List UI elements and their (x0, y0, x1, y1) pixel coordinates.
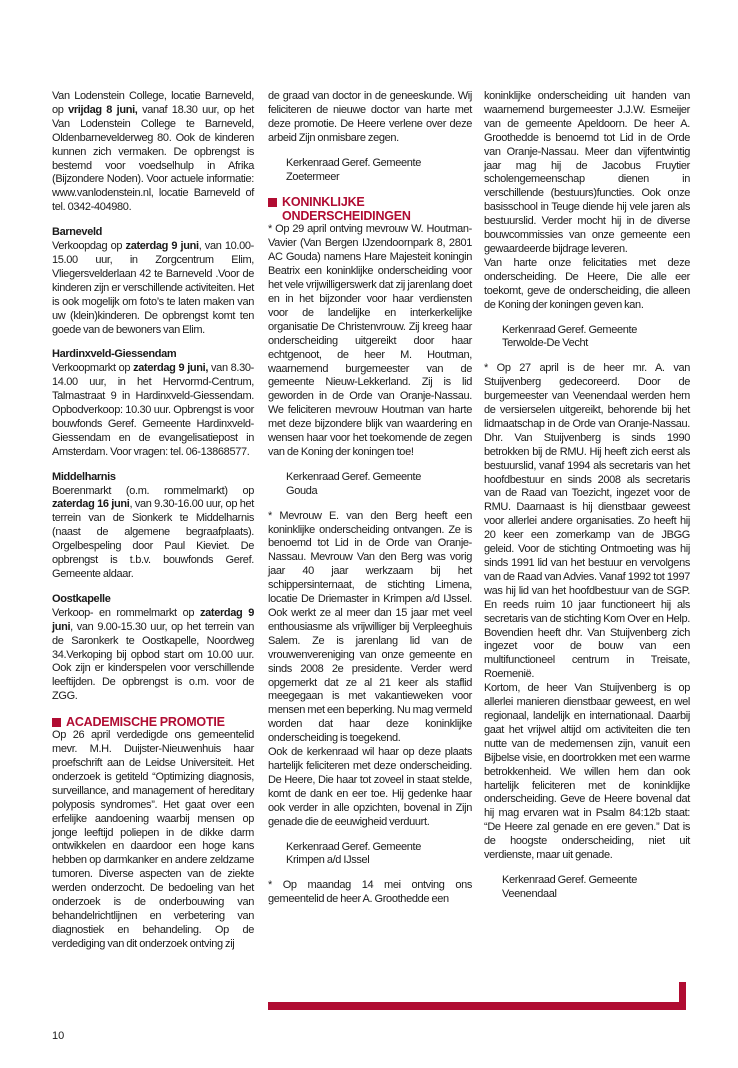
paragraph (52, 485, 254, 582)
paragraph (52, 362, 254, 459)
text-run: * Mevrouw E. van den Berg heeft een koninklijke onderscheiding ontvangen. Ze is benoemd tot Lid in de Orde van Oranje-Nassau. Mevrouw Van den Berg was vorig jaar 40 jaar werkzaam bij het schippersinternaat, de stichting Limena, locatie De Driemaster in Krimpen a/d IJssel. Ook werkt ze al meer dan 15 jaar met veel enthousiasme als vrijwilliger bij Verpleeghuis Salem. Ze is jarenlang lid van de vrouwenvereniging van onze gemeente en sinds 2008 2e presidente. Verder werd opgemerkt dat ze al 21 keer als staflid meegegaan is met vakantieweken voor mensen met een beperking. Nu mag vermeld worden dat haar deze koninklijke onderscheiding is toegekend. (268, 509, 472, 745)
text-run: koninklijke onderscheiding uit handen van waarnemend burgemeester J.J.W. Esmeijer van de gemeente Apeldoorn. De heer A. Groothedde is benoemd tot Lid in de Orde van Oranje-Nassau. Meer dan vijfentwintig jaar mag hij de Jacobus Fruytier scholengemeenschap dienen in verschillende (bestuurs)functies. Ook onze basisschool in Teuge diende hij vele jaren als bestuurslid. Verder mocht hij in de diverse bouwcommissies van onze gemeente een gewaardeerde bijdrage leveren. (484, 90, 690, 255)
paragraph (268, 879, 472, 907)
paragraph (484, 90, 690, 257)
text-run: Ook de kerkenraad wil haar op deze plaats hartelijk feliciteren met deze onderscheiding. De Heere, Die haar tot zoveel in staat stelde, komt de dank en eer toe. Hij gedenke haar ook verder in alle opzichten, bovenal in Zijn genade die de eeuwigheid verduurt. (268, 746, 472, 828)
signature-line: Kerkenraad Geref. Gemeente (286, 156, 422, 169)
decorative-bar-horizontal (268, 1002, 686, 1010)
bold-text: zaterdag 9 juni, (133, 362, 209, 375)
text-run: de graad van doctor in de geneeskunde. Wij feliciteren de nieuwe doctor van harte met deze promotie. De Heere verlene over deze arbeid Zijn onmisbare zegen. (268, 90, 472, 144)
square-bullet-icon (268, 198, 277, 207)
text-run: Kortom, de heer Van Stuijvenberg is op allerlei manieren dienstbaar geweest, en wel regionaal, landelijk en internationaal. Daarbij gaat het vrijwel altijd om activiteiten die ten nutte van de medemensen zijn, vanuit een Bijbelse visie, en doortrokken met een warme betrokkenheid. We willen hem dan ook hartelijk feliciteren met de koninklijke onderscheiding. Geve de Heere bovenal dat hij mag ervaren wat in Psalm 84:12b staat: “De Heere zal genade en ere geven.” Dat is de hoogste onderscheiding, niet uit verdienste, maar uit genade. (484, 682, 690, 862)
text-run: * Op maandag 14 mei ontving ons gemeentelid de heer A. Groothedde een (268, 879, 472, 906)
text-run: , van 9.00-15.30 uur, op het terrein van de Saronkerk te Oostkapelle, Noordweg 34.Verkoping bij opbod start om 10.00 uur. Ook zijn er kinderspelen voor verschillende leeftijden. De opbrengst is o.m. voor de ZGG. (52, 620, 254, 703)
signature (286, 471, 472, 499)
signature (502, 874, 690, 902)
section-heading-text: KONINKLIJKE (282, 195, 365, 210)
bold-text: vrijdag 8 juni, (68, 103, 138, 116)
text-run: vanaf 18.30 uur, op het Van Lodenstein College te Barneveld, Oldenbarnevelderweg 80. Ook de kinderen kunnen zich vermaken. De opbrengst is bestemd voor voedselhulp in Afrika (Bijzondere Noden). Voor actuele informatie: www.vanlodenstein.nl, locatie Barneveld of tel. 0342-404980. (52, 103, 255, 214)
bold-text: zaterdag 9 juni (52, 606, 255, 633)
signature-line: Terwolde-De Vecht (502, 337, 588, 350)
signature-line: Gouda (286, 484, 318, 497)
paragraph (268, 90, 472, 146)
section-heading (52, 715, 254, 729)
text-run: Verkoopmarkt op (52, 362, 134, 375)
subheading: Hardinxveld-Giessendam (52, 348, 177, 361)
subheading: Barneveld (52, 226, 103, 239)
column-2 (268, 90, 472, 918)
paragraph (52, 240, 254, 337)
decorative-bar-vertical (679, 982, 686, 1010)
page-number: 10 (52, 1030, 65, 1042)
text-run: , van 9.30-16.00 uur, op het terrein van de Sionkerk te Middelharnis (naast de algemene begraafplaats). Orgelbespeling door Paul Kieviet. De opbrengst is t.b.v. bouwfonds Geref. Gemeente aldaar. (52, 498, 254, 580)
column-1 (52, 90, 254, 963)
text-run: * Op 29 april ontving mevrouw W. Houtman-Vavier (Van Bergen IJzendoornpark 8, 2801 AC Gouda) namens Hare Majesteit koningin Beatrix een koninklijke onderscheiding voor het vele vrijwilligerswerk dat zij jarenlang doet en in het bijzonder voor haar verdiensten voor de landelijke en interkerkelijke organisatie De Christenvrouw. Zij kreeg haar onderscheiding uitgereikt door haar echtgenoot, de heer M. Houtman, waarnemend burgemeester van de gemeente Nieuw-Lekkerland. Zij is lid geworden in de Orde van Oranje-Nassau. We feliciteren mevrouw Houtman van harte met deze bijzondere blijk van waardering en wensen haar voor het toekomende de zegen van de Koning der koningen toe! (268, 223, 472, 458)
text-run: , van 10.00-15.00 uur, in Zorgcentrum Elim, Vliegersvelderlaan 42 te Barneveld .Voor de kinderen zijn er verschillende activiteiten. Het is ook mogelijk om foto’s te laten maken van uw (klein)kinderen. De opbrengst komt ten goede van de bewoners van Elim. (52, 240, 254, 336)
text-run: van 8.30-14.00 uur, in het Hervormd-Centrum, Talmastraat 9 in Hardinxveld-Giessendam. Opbodverkoop: 10.30 uur. Opbrengst is voor bouwfonds Geref. Gemeente Hardinxveld-Giessendam en de evangelisatiepost in Amsterdam. Voor vragen: tel. 06-13868577. (52, 362, 254, 458)
bold-text: zaterdag 9 juni (125, 240, 199, 253)
paragraph (484, 362, 690, 682)
square-bullet-icon (52, 718, 61, 727)
paragraph (484, 257, 690, 313)
column-3 (484, 90, 690, 913)
text-run: Verkoop- en rommelmarkt op (52, 606, 200, 619)
signature-line: Veenendaal (502, 887, 557, 900)
paragraph (268, 746, 472, 829)
subheading: Middelharnis (52, 470, 116, 483)
subheading: Oostkapelle (52, 592, 111, 605)
text-run: * Op 27 april is de heer mr. A. van Stuijvenberg gedecoreerd. Door de burgemeester van Veenendaal werden hem de versierselen uitgereikt, behorende bij het lidmaatschap in de Orde van Oranje-Nassau. Dhr. Van Stuijvenberg is sinds 1990 betrokken bij de RMU. Hij heeft zich eerst als bestuurslid, vanaf 1994 als secretaris van het hoofdbestuur en sinds 2008 als secretaris van de Raad van Toezicht, ingezet voor de RMU. Daarnaast is hij dienstbaar geweest voor allerlei andere organisaties. Zo heeft hij 20 keer een zomerkamp van de JBGG geleid. Voor de stichting Ontmoeting was hij sinds 1991 lid van het bestuur en vervolgens van de Raad van Advies. Vanaf 1992 tot 1997 was hij lid van het hoofdbestuur van de SGP. En reeds ruim 10 jaar functioneert hij als secretaris van de stichting Kom Over en Help. Bovendien heeft dhr. Van Stuijvenberg zich ingezet voor de bouw van een multifunctioneel centrum in Treisate, Roemenië. (484, 362, 690, 681)
text-run: Van Lodenstein College, locatie Barneveld, op (52, 90, 254, 116)
signature-line: Zoetermeer (286, 170, 340, 183)
text-run: Boerenmarkt (o.m. rommelmarkt) op (52, 484, 254, 497)
signature (286, 157, 472, 185)
signature-line: Kerkenraad Geref. Gemeente (286, 470, 422, 483)
paragraph (52, 90, 254, 215)
signature-line: Kerkenraad Geref. Gemeente (286, 840, 422, 853)
text-run: Van harte onze felicitaties met deze onderscheiding. De Heere, Die alle eer toekomt, geve de onderscheiding, die alleen de Koning der koningen geven kan. (484, 256, 690, 311)
paragraph (268, 510, 472, 746)
section-heading-text: ACADEMISCHE PROMOTIE (66, 715, 225, 730)
signature (502, 324, 690, 352)
signature-line: Kerkenraad Geref. Gemeente (502, 873, 638, 886)
section-heading-text: ONDERSCHEIDINGEN (282, 209, 411, 224)
bold-text: zaterdag 16 juni (52, 498, 130, 511)
paragraph (52, 607, 254, 704)
paragraph (484, 682, 690, 863)
signature-line: Kerkenraad Geref. Gemeente (502, 323, 638, 336)
paragraph (268, 223, 472, 459)
signature (286, 841, 472, 869)
section-heading (268, 195, 472, 223)
signature-line: Krimpen a/d IJssel (286, 854, 370, 867)
text-run: Verkoopdag op (52, 240, 126, 253)
paragraph (52, 729, 254, 952)
text-run: Op 26 april verdedigde ons gemeentelid mevr. M.H. Duijster-Nieuwenhuis haar proefschrift aan de Leidse Universiteit. Het onderzoek is getiteld “Optimizing diagnosis, surveillance, and management of hereditary polyposis syndromes”. Het gaat over een erfelijke aandoening waarbij mensen op jonge leeftijd poliepen in de dikke darm ontwikkelen en daardoor een hoge kans hebben op darmkanker en andere zeldzame tumoren. Diverse aspecten van de ziekte werden onderzocht. De bedoeling van het onderzoek is de onderbouwing van behandelrichtlijnen en verbetering van diagnostiek en behandeling. Op de verdediging van dit onderzoek ontving zij (52, 729, 254, 950)
